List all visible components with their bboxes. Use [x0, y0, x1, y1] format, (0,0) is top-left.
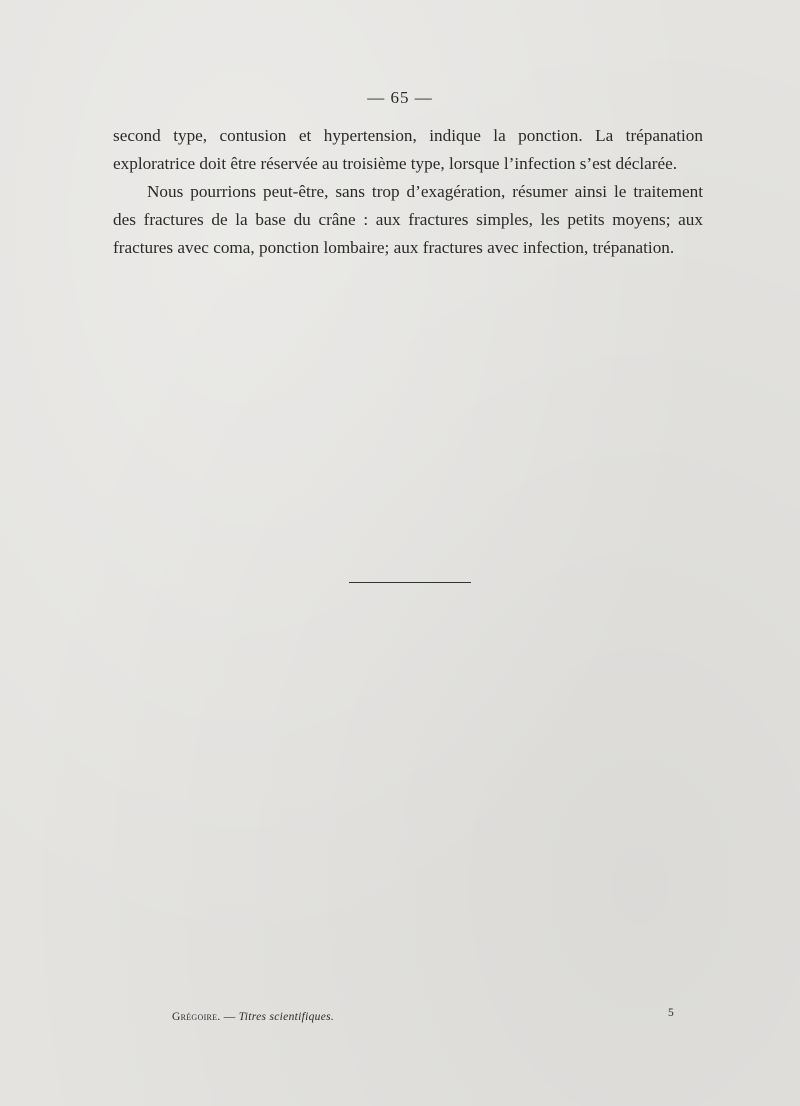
page-number: — 65 —	[367, 88, 433, 107]
footer-title: Titres scientifiques.	[238, 1011, 335, 1023]
paragraph-2: Nous pourrions peut-être, sans trop d’exagération, résumer ainsi le traitement des fractures de la base du crâne : aux fractures simples, les petits moyens; aux fractures avec coma, ponction lombaire; aux fractures avec infection, trépanation.	[113, 182, 703, 257]
footer-author: Grégoire.	[172, 1011, 221, 1023]
paragraph-1: second type, contusion et hypertension, indique la ponction. La trépanation exploratrice doit être réservée au troisième type, lorsque l’infection s’est déclarée.	[113, 126, 703, 173]
signature-mark: 5	[668, 1007, 674, 1019]
section-divider	[349, 582, 471, 583]
footer-separator: —	[223, 1011, 236, 1023]
body-text	[113, 122, 703, 262]
footer-running-title	[172, 1011, 334, 1023]
